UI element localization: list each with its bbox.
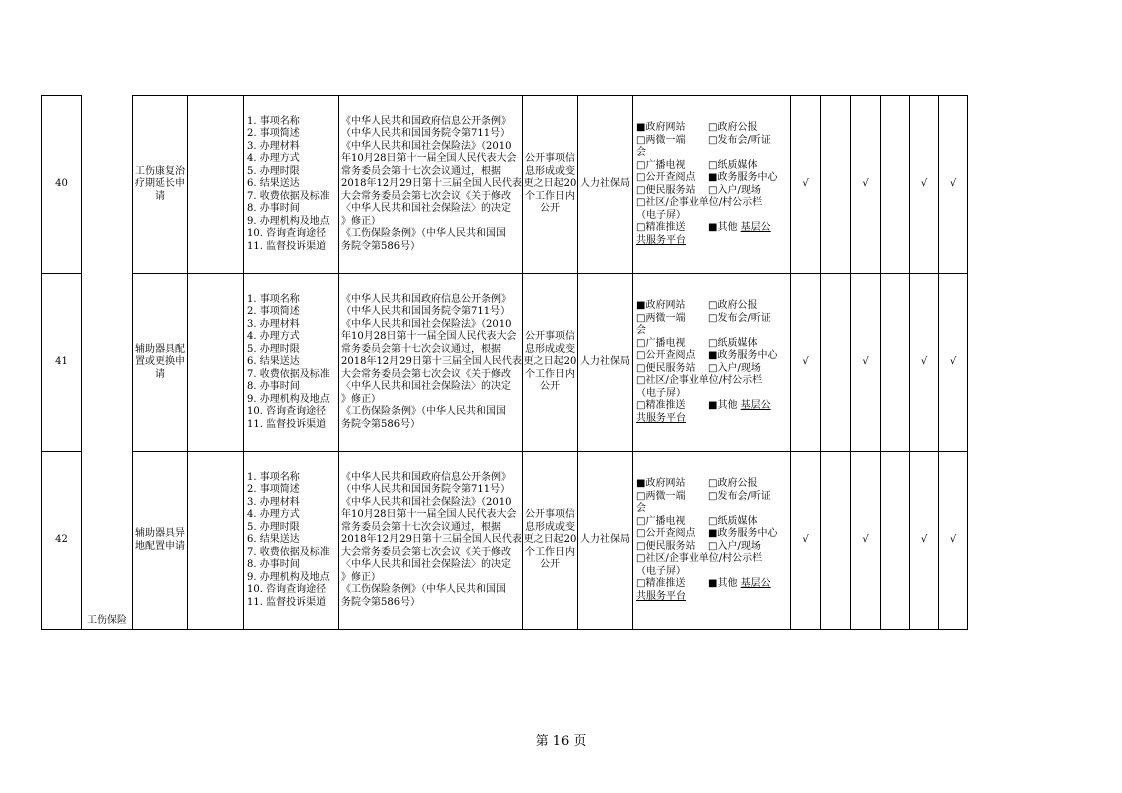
disclosure-basis	[339, 96, 523, 274]
check-cell	[881, 274, 910, 452]
content-item: 1. 事项名称	[247, 471, 300, 483]
row-number: 41	[42, 274, 82, 452]
check-cell: √	[851, 96, 881, 274]
check-cell: √	[791, 274, 821, 452]
item-name: 辅助器具异地配置申请	[133, 452, 188, 630]
content-item: 9. 办理机构及地点	[247, 393, 330, 405]
check-cell: √	[910, 452, 939, 630]
content-item: 10. 咨询查询途径	[247, 406, 327, 418]
disclosure-time: 公开事项信息形成或变更之日起20个工作日内公开	[523, 274, 578, 452]
disclosure-department: 人力社保局	[578, 96, 633, 274]
basis-line: 《中华人民共和国社会保险法》（2010	[341, 140, 512, 152]
basis-line: 《工伤保险条例》（中华人民共和国国	[341, 406, 506, 418]
check-cell	[821, 274, 851, 452]
check-cell: √	[910, 96, 939, 274]
content-item: 8. 办事时间	[247, 203, 300, 215]
page-number: 第 16 页	[535, 734, 587, 749]
disclosure-table	[41, 95, 968, 630]
content-item: 5. 办理时限	[247, 343, 300, 355]
disclosure-channels: ■政府网站 □政府公报 □两微一端 □发布会/听证 会 □广播电视 □纸质媒体 □公开查阅点 ■政务服务中心 □便民服务站 □入户/现场 □社区/企事业单位/村公示栏 （电子屏） □精准推送 ■其他 基层公 共服务平台	[633, 452, 791, 630]
category-cell	[82, 96, 133, 274]
basis-line: 《中华人民共和国社会保险法》（2010	[341, 318, 512, 330]
check-cell	[821, 96, 851, 274]
content-item: 6. 结果送达	[247, 534, 300, 546]
basis-line: 《中华人民共和国政府信息公开条例》	[341, 471, 511, 483]
table-row	[42, 452, 968, 630]
check-cell: √	[939, 452, 968, 630]
content-item: 11. 监督投诉渠道	[247, 596, 327, 608]
basis-line: 大会常务委员会第七次会议《关于修改	[341, 546, 511, 558]
content-item: 2. 事项简述	[247, 484, 300, 496]
check-cell: √	[791, 452, 821, 630]
category-cell: 工伤保险	[82, 452, 133, 630]
disclosure-basis	[339, 274, 523, 452]
check-cell: √	[939, 96, 968, 274]
content-item: 3. 办理材料	[247, 496, 300, 508]
basis-line: （中华人民共和国国务院令第711号）	[341, 484, 511, 496]
disclosure-time: 公开事项信息形成或变更之日起20个工作日内公开	[523, 96, 578, 274]
row-number: 40	[42, 96, 82, 274]
basis-line: 常务委员会第十七次会议通过，根据	[341, 343, 501, 355]
content-item: 3. 办理材料	[247, 140, 300, 152]
basis-line: 务院令第586号）	[341, 240, 421, 252]
basis-line: 《中华人民共和国社会保险法》（2010	[341, 496, 512, 508]
check-cell: √	[851, 452, 881, 630]
content-item: 11. 监督投诉渠道	[247, 418, 327, 430]
disclosure-department: 人力社保局	[578, 274, 633, 452]
basis-line: （中华人民共和国国务院令第711号）	[341, 128, 511, 140]
basis-line: 大会常务委员会第七次会议《关于修改	[341, 368, 511, 380]
basis-line: 常务委员会第十七次会议通过，根据	[341, 165, 501, 177]
basis-line: 年10月28日第十一届全国人民代表大会	[341, 509, 517, 521]
content-item: 1. 事项名称	[247, 293, 300, 305]
sub-item-cell	[188, 274, 244, 452]
content-item: 1. 事项名称	[247, 115, 300, 127]
check-cell: √	[939, 274, 968, 452]
item-name: 辅助器具配置或更换申请	[133, 274, 188, 452]
content-item: 10. 咨询查询途径	[247, 228, 327, 240]
disclosure-basis	[339, 452, 523, 630]
check-cell: √	[910, 274, 939, 452]
content-item: 6. 结果送达	[247, 356, 300, 368]
content-item: 11. 监督投诉渠道	[247, 240, 327, 252]
disclosure-content	[244, 274, 339, 452]
disclosure-department: 人力社保局	[578, 452, 633, 630]
check-cell	[881, 96, 910, 274]
content-item: 7. 收费依据及标准	[247, 190, 330, 202]
content-item: 7. 收费依据及标准	[247, 546, 330, 558]
check-cell	[821, 452, 851, 630]
basis-line: 《工伤保险条例》（中华人民共和国国	[341, 584, 506, 596]
basis-line: 〈中华人民共和国社会保险法〉的决定	[341, 381, 511, 393]
check-cell	[881, 452, 910, 630]
disclosure-time: 公开事项信息形成或变更之日起20个工作日内公开	[523, 452, 578, 630]
item-name: 工伤康复治疗期延长申请	[133, 96, 188, 274]
table-row	[42, 274, 968, 452]
basis-line: 《工伤保险条例》（中华人民共和国国	[341, 228, 506, 240]
category-cell	[82, 274, 133, 452]
disclosure-content	[244, 452, 339, 630]
basis-line: 常务委员会第十七次会议通过，根据	[341, 521, 501, 533]
table-row	[42, 96, 968, 274]
content-item: 5. 办理时限	[247, 521, 300, 533]
content-item: 4. 办理方式	[247, 331, 300, 343]
content-item: 9. 办理机构及地点	[247, 571, 330, 583]
basis-line: 《中华人民共和国政府信息公开条例》	[341, 293, 511, 305]
content-item: 5. 办理时限	[247, 165, 300, 177]
check-cell: √	[791, 96, 821, 274]
basis-line: 务院令第586号）	[341, 596, 421, 608]
disclosure-channels: ■政府网站 □政府公报 □两微一端 □发布会/听证 会 □广播电视 □纸质媒体 □公开查阅点 ■政务服务中心 □便民服务站 □入户/现场 □社区/企事业单位/村公示栏 （电子屏） □精准推送 ■其他 基层公 共服务平台	[633, 274, 791, 452]
basis-line: 务院令第586号）	[341, 418, 421, 430]
sub-item-cell	[188, 452, 244, 630]
basis-line: 年10月28日第十一届全国人民代表大会	[341, 153, 517, 165]
basis-line: 》修正）	[341, 393, 381, 405]
basis-line: 2018年12月29日第十三届全国人民代表	[341, 356, 522, 368]
content-item: 4. 办理方式	[247, 153, 300, 165]
basis-line: 》修正）	[341, 215, 381, 227]
disclosure-content	[244, 96, 339, 274]
sub-item-cell	[188, 96, 244, 274]
basis-line: （中华人民共和国国务院令第711号）	[341, 306, 511, 318]
content-item: 6. 结果送达	[247, 178, 300, 190]
content-item: 8. 办事时间	[247, 381, 300, 393]
basis-line: 》修正）	[341, 571, 381, 583]
basis-line: 〈中华人民共和国社会保险法〉的决定	[341, 559, 511, 571]
row-number: 42	[42, 452, 82, 630]
content-item: 9. 办理机构及地点	[247, 215, 330, 227]
disclosure-channels: ■政府网站 □政府公报 □两微一端 □发布会/听证 会 □广播电视 □纸质媒体 □公开查阅点 ■政务服务中心 □便民服务站 □入户/现场 □社区/企事业单位/村公示栏 （电子屏） □精准推送 ■其他 基层公 共服务平台	[633, 96, 791, 274]
basis-line: 《中华人民共和国政府信息公开条例》	[341, 115, 511, 127]
content-item: 4. 办理方式	[247, 509, 300, 521]
content-item: 3. 办理材料	[247, 318, 300, 330]
content-item: 2. 事项简述	[247, 306, 300, 318]
basis-line: 〈中华人民共和国社会保险法〉的决定	[341, 203, 511, 215]
content-item: 7. 收费依据及标准	[247, 368, 330, 380]
basis-line: 2018年12月29日第十三届全国人民代表	[341, 178, 522, 190]
content-item: 10. 咨询查询途径	[247, 584, 327, 596]
content-item: 2. 事项简述	[247, 128, 300, 140]
basis-line: 年10月28日第十一届全国人民代表大会	[341, 331, 517, 343]
check-cell: √	[851, 274, 881, 452]
content-item: 8. 办事时间	[247, 559, 300, 571]
basis-line: 大会常务委员会第七次会议《关于修改	[341, 190, 511, 202]
basis-line: 2018年12月29日第十三届全国人民代表	[341, 534, 522, 546]
